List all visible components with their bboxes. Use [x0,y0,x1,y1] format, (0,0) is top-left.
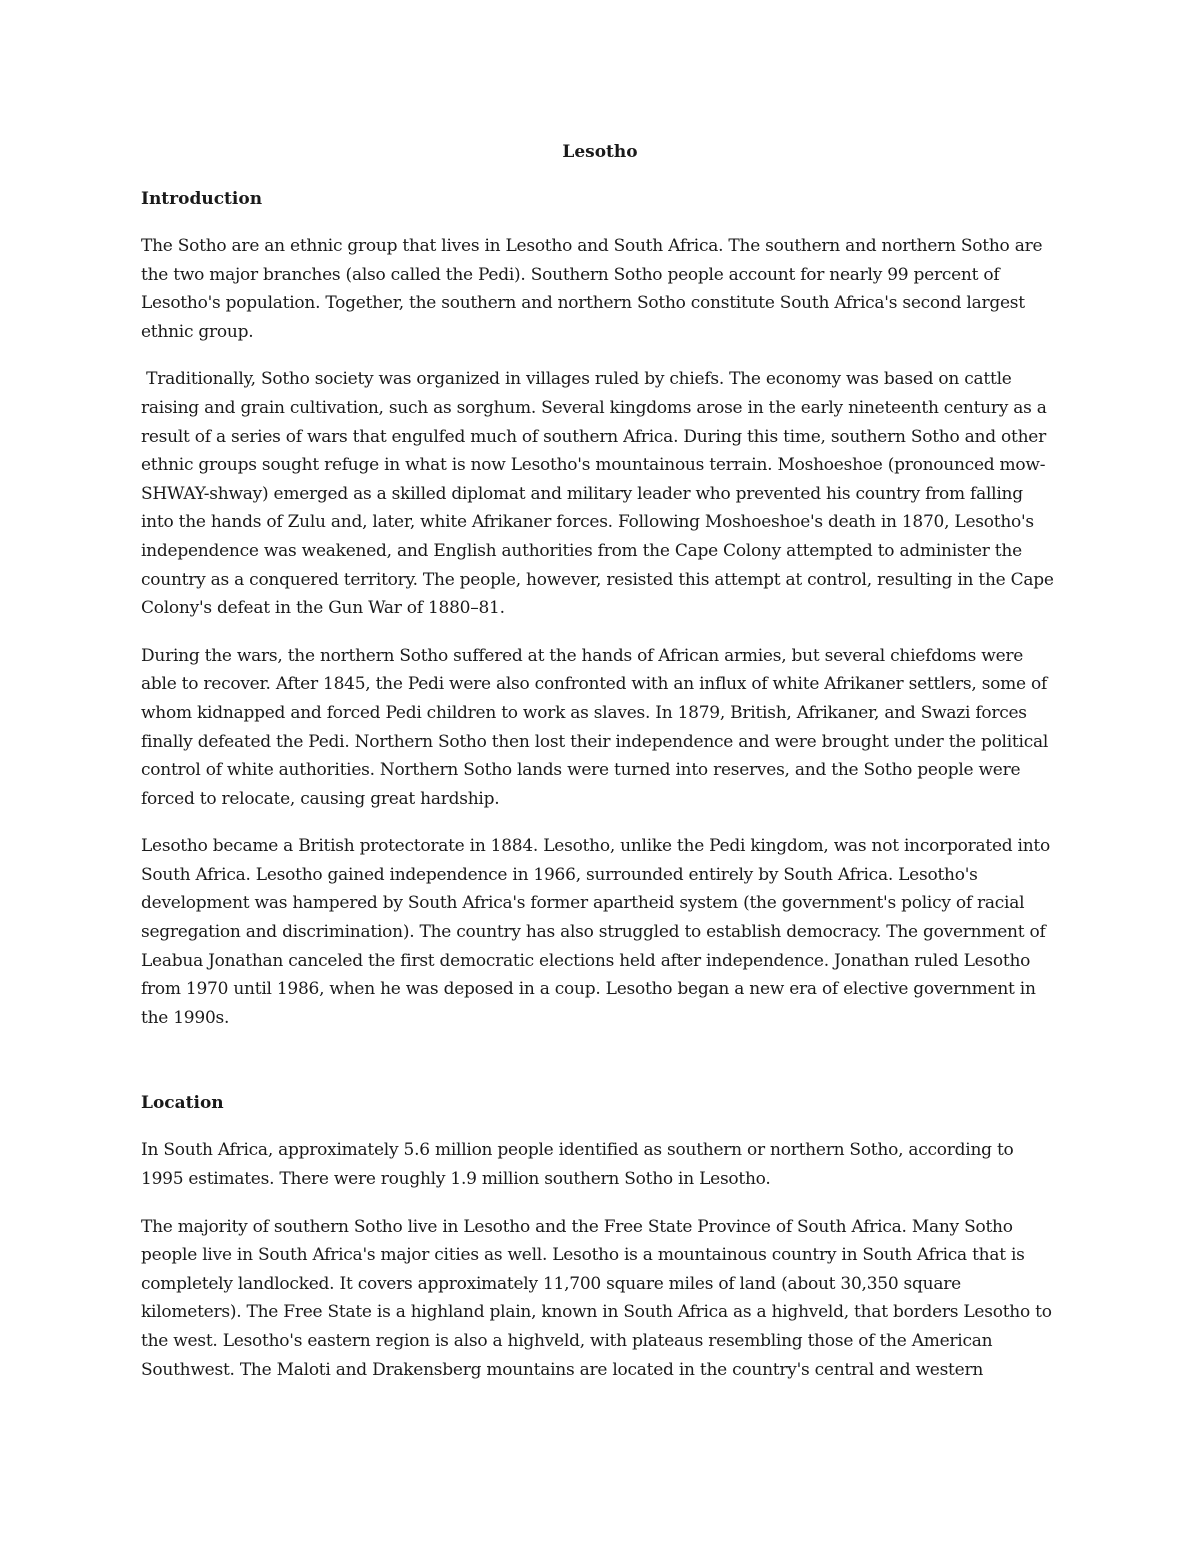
paragraph: In South Africa, approximately 5.6 million people identified as southern or northern Sotho, according to 1995 estimates. There were roughly 1.9 million southern Sotho in Lesotho. [141,1140,1014,1190]
paragraph: Lesotho became a British protectorate in 1884. Lesotho, unlike the Pedi kingdom, was not incorporated into South Africa. Lesotho gained independence in 1966, surrounded entirely by South Africa. Lesotho's development was hampered by South Africa's former apartheid system (the government's policy of racial segregation and discrimination). The country has also struggled to establish democracy. The government of Leabua Jonathan canceled the first democratic elections held after independence. Jonathan ruled Lesotho from 1970 until 1986, when he was deposed in a coup. Lesotho began a new era of elective government in the 1990s. [141,836,1050,1028]
paragraph: The majority of southern Sotho live in Lesotho and the Free State Province of South Africa. Many Sotho people live in South Africa's major cities as well. Lesotho is a mountainous country in South Africa that is completely landlocked. It covers approximately 11,700 square miles of land (about 30,350 square kilometers). The Free State is a highland plain, known in South Africa as a highveld, that borders Lesotho to the west. Lesotho's eastern region is also a highveld, with plateaus resembling those of the American Southwest. The Maloti and Drakensberg mountains are located in the country's central and western [141,1216,1052,1380]
paragraph: Traditionally, Sotho society was organized in villages ruled by chiefs. The economy was based on cattle raising and grain cultivation, such as sorghum. Several kingdoms arose in the early nineteenth century as a result of a series of wars that engulfed much of southern Africa. During this time, southern Sotho and other ethnic groups sought refuge in what is now Lesotho's mountainous terrain. Moshoeshoe (pronounced mow-SHWAY-shway) emerged as a skilled diplomat and military leader who prevented his country from falling into the hands of Zulu and, later, white Afrikaner forces. Following Moshoeshoe's death in 1870, Lesotho's independence was weakened, and English authorities from the Cape Colony attempted to administer the country as a conquered territory. The people, however, resisted this attempt at control, resulting in the Cape Colony's defeat in the Gun War of 1880–81. [141,369,1059,619]
paragraph: The Sotho are an ethnic group that lives in Lesotho and South Africa. The southern and northern Sotho are the two major branches (also called the Pedi). Southern Sotho people account for nearly 99 percent of Lesotho's population. Together, the southern and northern Sotho constitute South Africa's second largest ethnic group. [141,236,1043,342]
paragraph: During the wars, the northern Sotho suffered at the hands of African armies, but several chiefdoms were able to recover. After 1845, the Pedi were also confronted with an influx of white Afrikaner settlers, some of whom kidnapped and forced Pedi children to work as slaves. In 1879, British, Afrikaner, and Swazi forces finally defeated the Pedi. Northern Sotho then lost their independence and were brought under the political control of white authorities. Northern Sotho lands were turned into reserves, and the Sotho people were forced to relocate, causing great hardship. [141,645,1049,809]
document-body [141,138,1059,1403]
document-title: Lesotho [562,142,638,162]
section-spacer [141,1051,1059,1089]
section-heading-introduction: Introduction [141,189,263,209]
section-heading-location: Location [141,1093,224,1114]
